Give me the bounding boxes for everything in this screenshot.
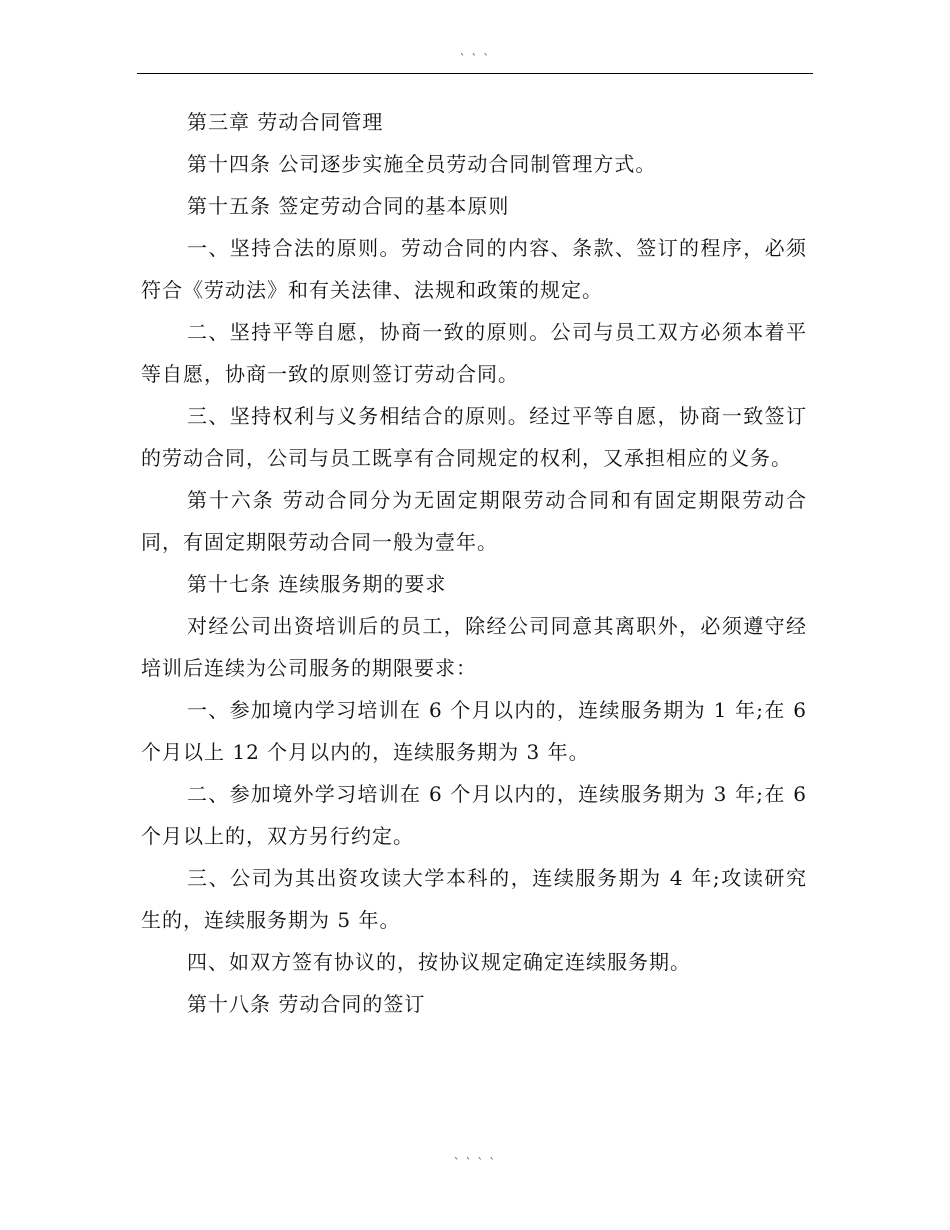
header-rule	[137, 73, 813, 74]
document-body	[141, 101, 807, 1025]
article-14: 第十四条 公司逐步实施全员劳动合同制管理方式。	[187, 152, 657, 176]
page-header-mark: ` ` `	[459, 52, 491, 66]
service-term-overseas: 二、参加境外学习培训在 6 个月以内的，连续服务期为 3 年;在 6 个月以上的，双方另行约定。	[141, 782, 807, 848]
principle-legality: 一、坚持合法的原则。劳动合同的内容、条款、签订的程序，必须符合《劳动法》和有关法律、法规和政策的规定。	[141, 236, 807, 302]
article-16: 第十六条 劳动合同分为无固定期限劳动合同和有固定期限劳动合同，有固定期限劳动合同一般为壹年。	[141, 488, 807, 554]
article-15-heading: 第十五条 签定劳动合同的基本原则	[187, 194, 510, 218]
article-18-heading: 第十八条 劳动合同的签订	[187, 992, 426, 1016]
page-footer-mark: ` ` ` `	[453, 1156, 497, 1170]
service-term-domestic: 一、参加境内学习培训在 6 个月以内的，连续服务期为 1 年;在 6 个月以上 12 个月以内的，连续服务期为 3 年。	[141, 698, 807, 764]
principle-equality: 二、坚持平等自愿，协商一致的原则。公司与员工双方必须本着平等自愿，协商一致的原则签订劳动合同。	[141, 320, 807, 386]
article-17-intro: 对经公司出资培训后的员工，除经公司同意其离职外，必须遵守经培训后连续为公司服务的期限要求：	[141, 614, 807, 680]
chapter-heading: 第三章 劳动合同管理	[187, 110, 384, 134]
service-term-agreement: 四、如双方签有协议的，按协议规定确定连续服务期。	[187, 950, 691, 974]
article-17-heading: 第十七条 连续服务期的要求	[187, 572, 447, 596]
principle-rights-duties: 三、坚持权利与义务相结合的原则。经过平等自愿，协商一致签订的劳动合同，公司与员工既享有合同规定的权利，又承担相应的义务。	[141, 404, 807, 470]
service-term-degree: 三、公司为其出资攻读大学本科的，连续服务期为 4 年;攻读研究生的，连续服务期为 5 年。	[141, 866, 807, 932]
